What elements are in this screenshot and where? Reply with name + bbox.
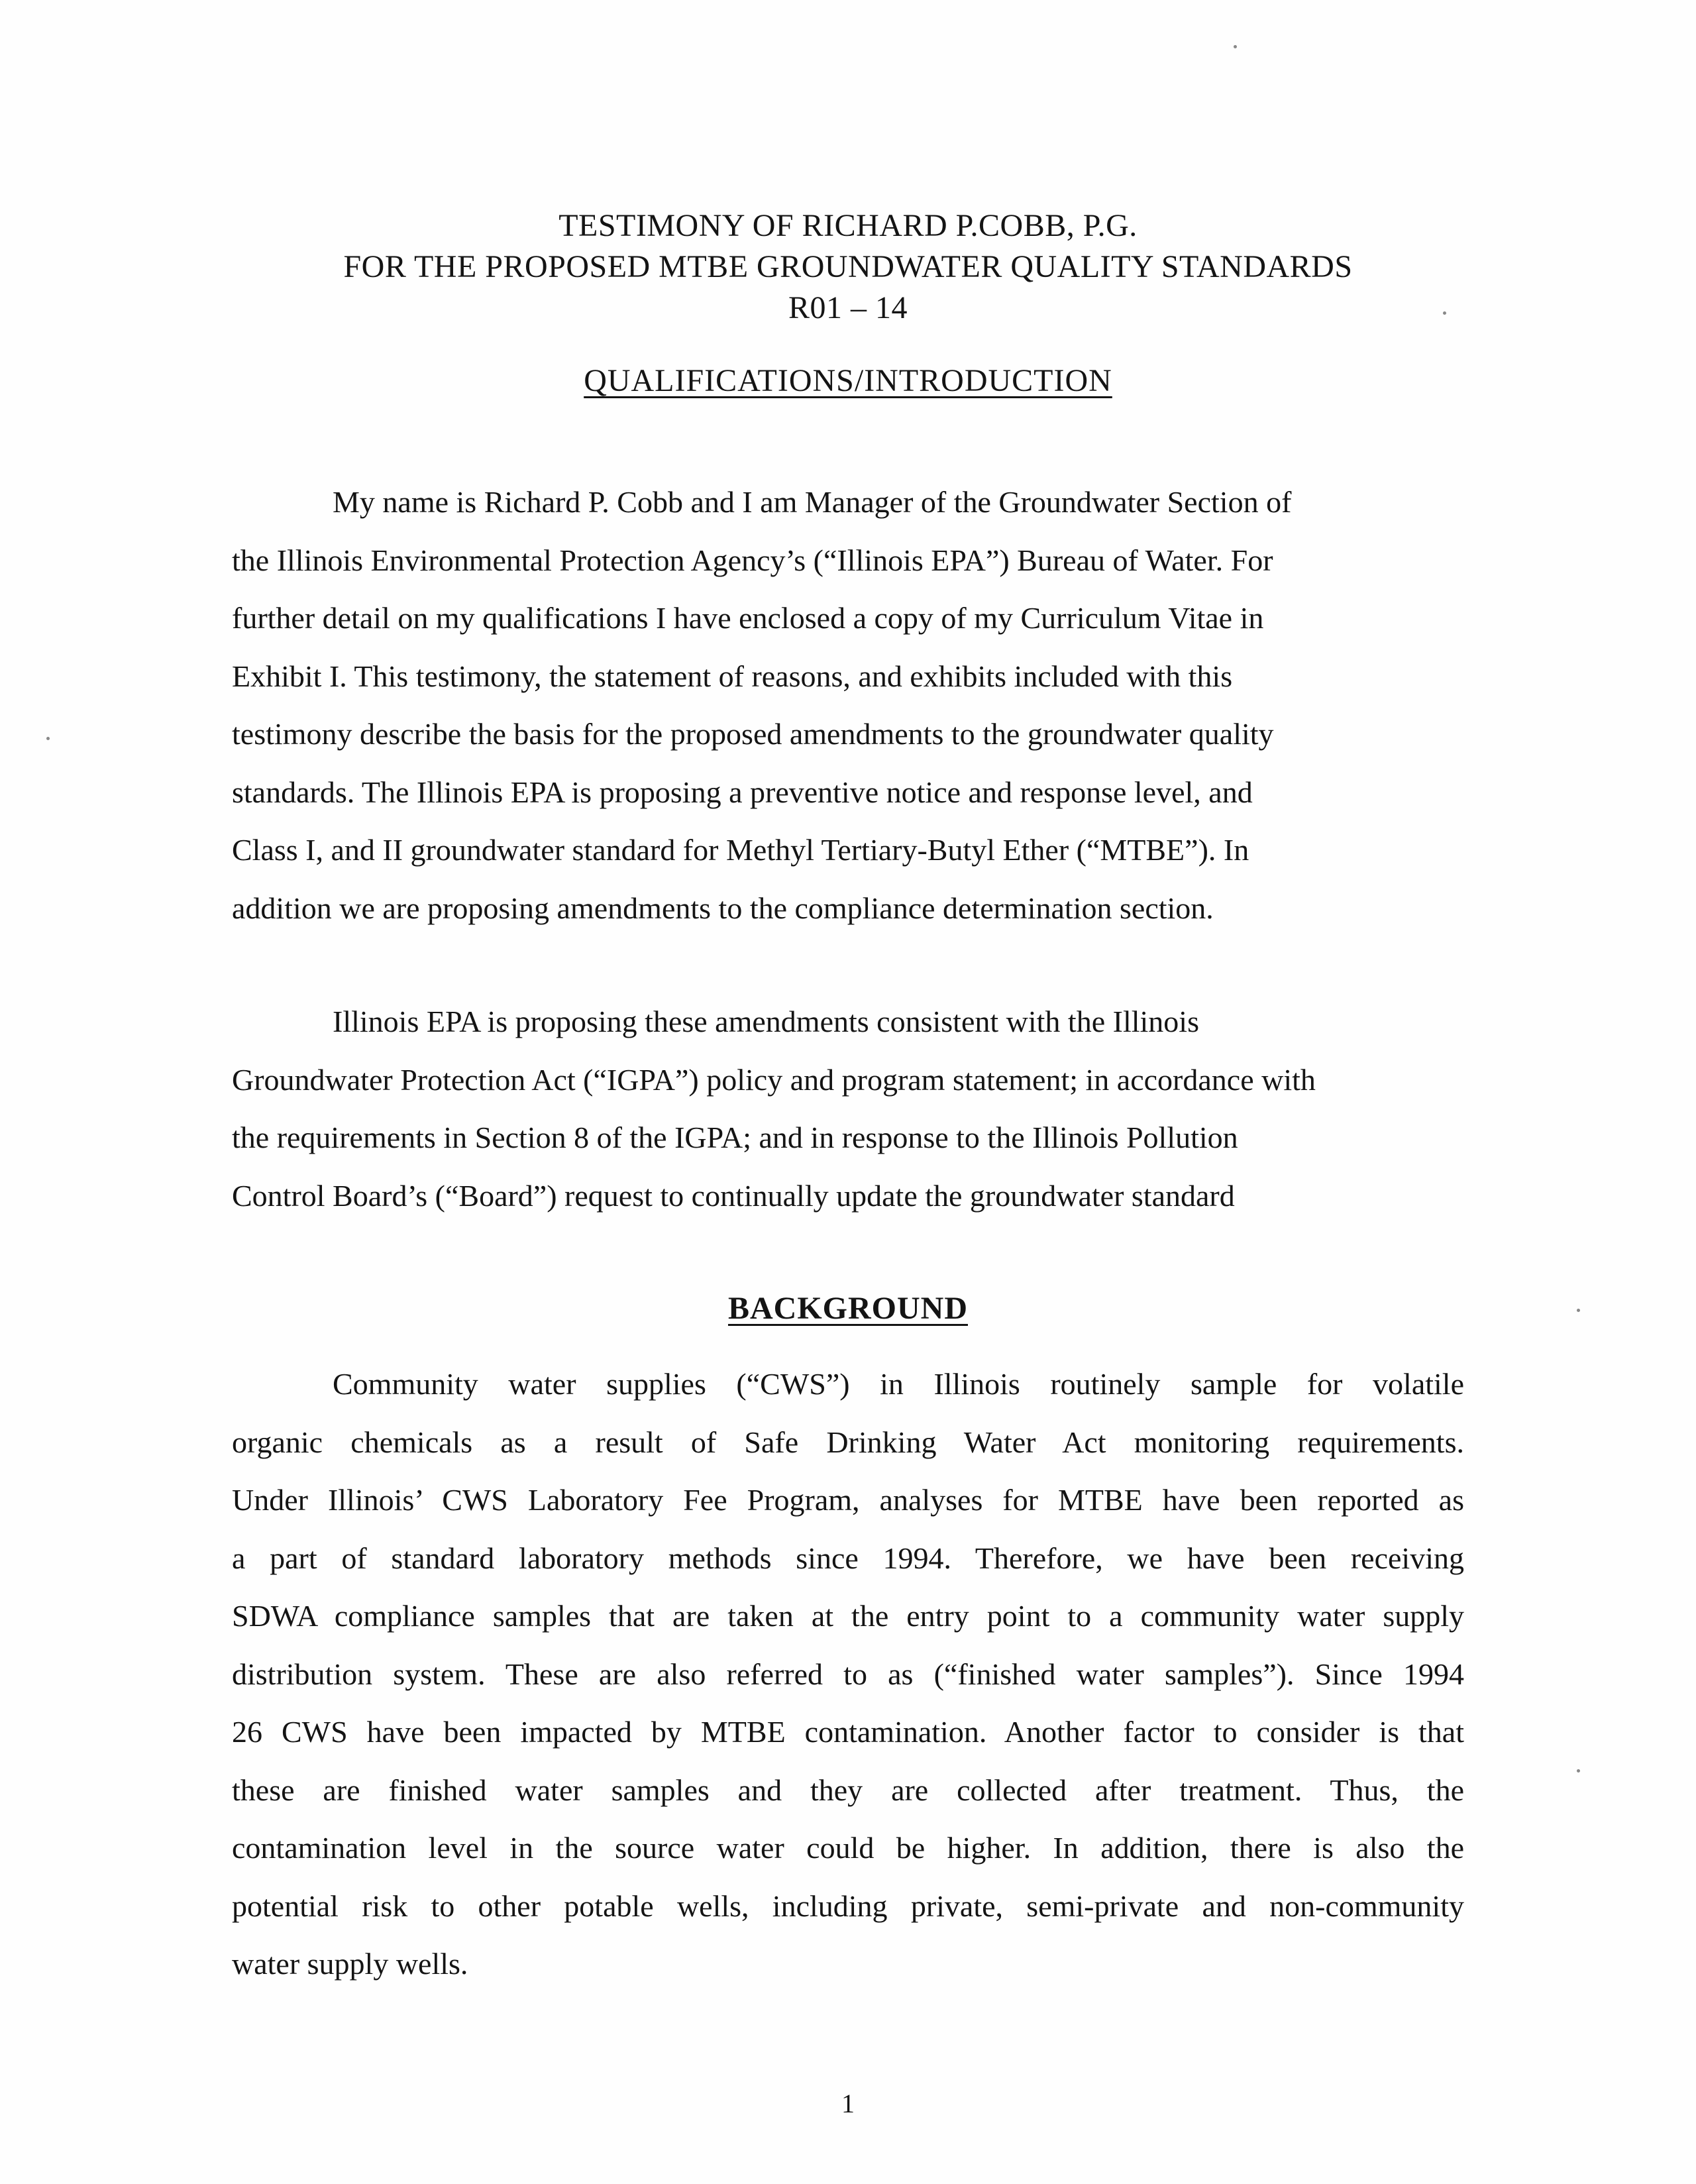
paragraph-qualifications-1 (232, 473, 1464, 937)
page-number: 1 (841, 2089, 855, 2118)
section-title-background: BACKGROUND (727, 1291, 968, 1326)
document-heading (0, 205, 1696, 329)
scan-speck (46, 737, 50, 740)
heading-line-2: FOR THE PROPOSED MTBE GROUNDWATER QUALITY STANDARDS (343, 249, 1353, 284)
paragraph-line: Groundwater Protection Act (“IGPA”) policy and program statement; in accordance with (232, 1062, 1316, 1097)
paragraph-line: water supply wells. (232, 1947, 468, 1981)
paragraph-line: Exhibit I. This testimony, the statement of reasons, and exhibits included with this (232, 659, 1233, 693)
paragraph-line: distribution system. These are also referred to as (“finished water samples”). Since 1994 (232, 1657, 1464, 1691)
paragraph-line: Class I, and II groundwater standard for Methyl Tertiary-Butyl Ether (“MTBE”). In (232, 833, 1249, 867)
paragraph-line: Control Board’s (“Board”) request to continually update the groundwater standard (232, 1178, 1235, 1213)
paragraph-line: testimony describe the basis for the proposed amendments to the groundwater quality (232, 717, 1274, 751)
paragraph-qualifications-2 (232, 993, 1464, 1225)
heading-line-3: R01 – 14 (788, 290, 908, 325)
paragraph-line: potential risk to other potable wells, including private, semi-private and non-community (232, 1888, 1464, 1923)
paragraph-line: My name is Richard P. Cobb and I am Manager of the Groundwater Section of (333, 485, 1292, 519)
scan-speck (1234, 45, 1237, 48)
paragraph-line: addition we are proposing amendments to the compliance determination section. (232, 891, 1214, 925)
paragraph-line: a part of standard laboratory methods since 1994. Therefore, we have been receiving (232, 1541, 1464, 1575)
paragraph-line: further detail on my qualifications I have enclosed a copy of my Curriculum Vitae in (232, 601, 1264, 635)
paragraph-line: standards. The Illinois EPA is proposing a preventive notice and response level, and (232, 775, 1253, 809)
paragraph-line: Under Illinois’ CWS Laboratory Fee Program, analyses for MTBE have been reported as (232, 1483, 1464, 1517)
paragraph-line: contamination level in the source water could be higher. In addition, there is also the (232, 1831, 1464, 1865)
paragraph-line: these are finished water samples and they are collected after treatment. Thus, the (232, 1773, 1464, 1807)
heading-line-1: TESTIMONY OF RICHARD P.COBB, P.G. (558, 208, 1138, 243)
paragraph-line: the Illinois Environmental Protection Agency’s (“Illinois EPA”) Bureau of Water. For (232, 543, 1273, 577)
paragraph-background-1 (232, 1355, 1464, 1993)
paragraph-line: 26 CWS have been impacted by MTBE contamination. Another factor to consider is that (232, 1715, 1464, 1749)
paragraph-line: the requirements in Section 8 of the IGPA; and in response to the Illinois Pollution (232, 1120, 1238, 1154)
paragraph-line: Illinois EPA is proposing these amendments consistent with the Illinois (333, 1005, 1199, 1038)
paragraph-line: organic chemicals as a result of Safe Drinking Water Act monitoring requirements. (232, 1425, 1464, 1459)
paragraph-line: Community water supplies (“CWS”) in Illinois routinely sample for volatile (333, 1367, 1464, 1401)
section-title-qualifications: QUALIFICATIONS/INTRODUCTION (584, 363, 1112, 398)
paragraph-line: SDWA compliance samples that are taken at the entry point to a community water supply (232, 1599, 1464, 1633)
scan-speck (1577, 1769, 1580, 1773)
